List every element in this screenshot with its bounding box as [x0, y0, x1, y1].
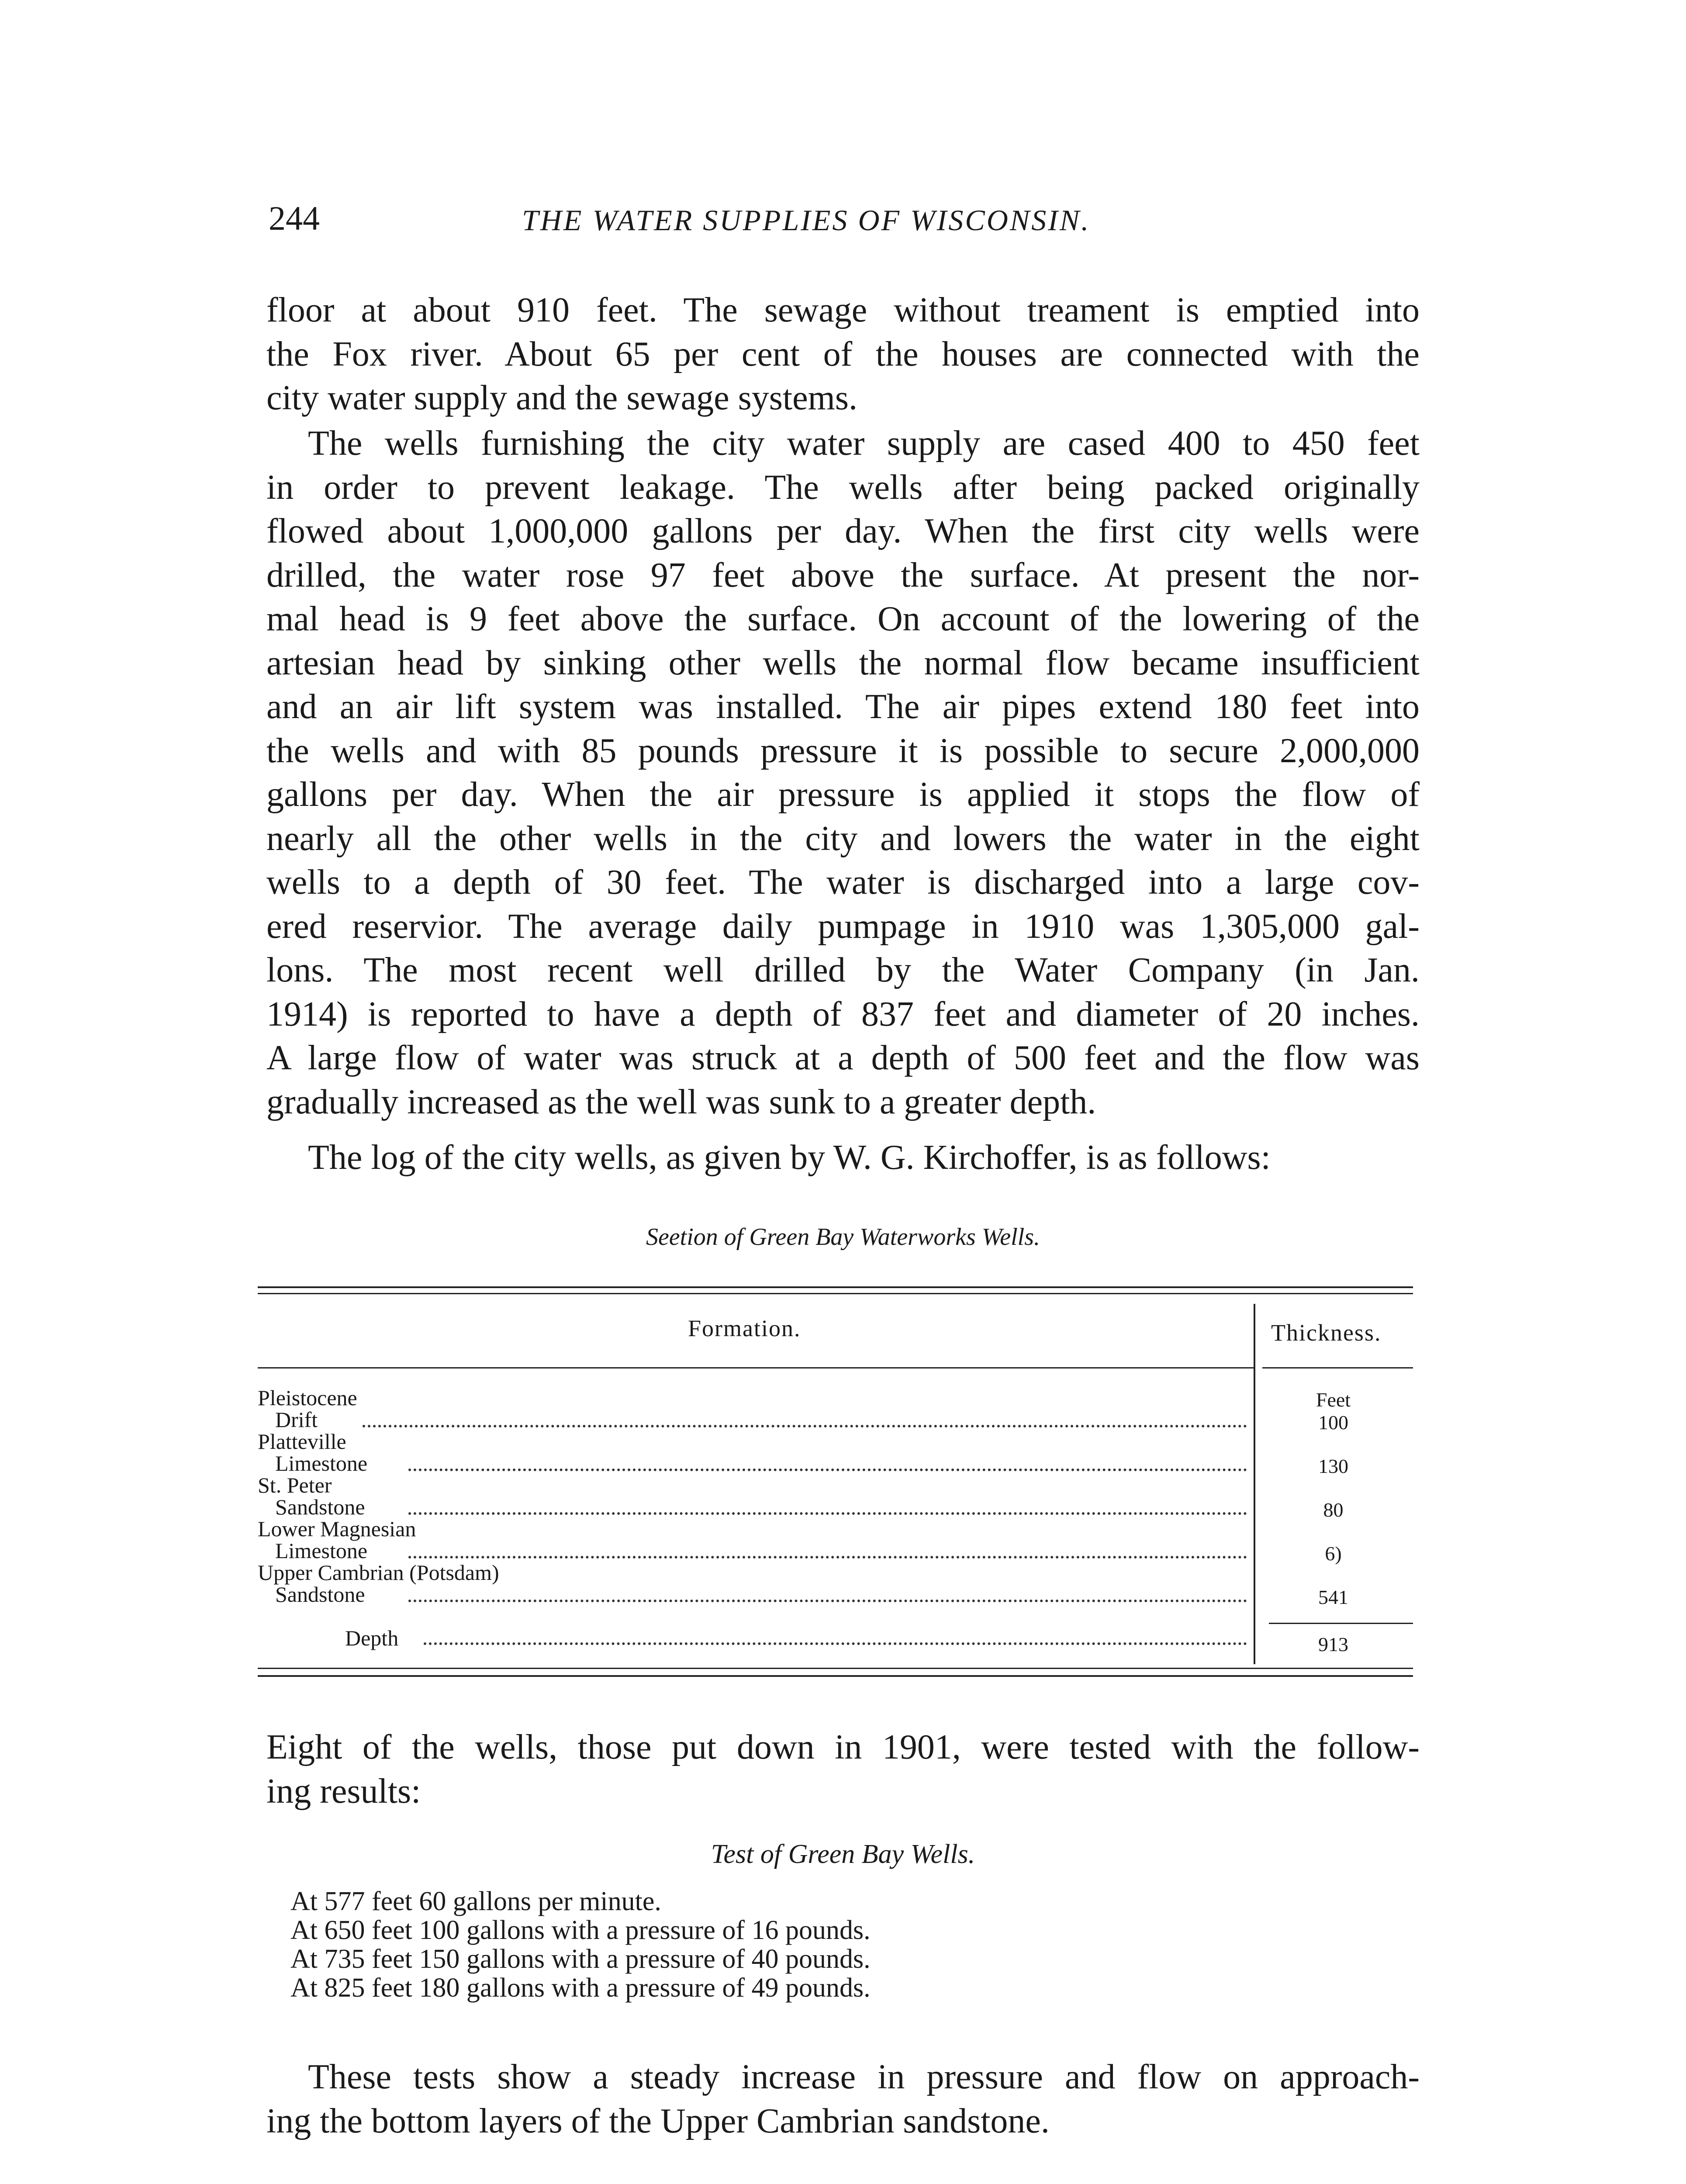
header-formation: Formation. [688, 1315, 801, 1341]
total-rule [1269, 1623, 1413, 1624]
table-bottom-rule [258, 1668, 1413, 1669]
table-top-rule-2 [258, 1293, 1413, 1294]
text-line: A large flow of water was struck at a depth of 500 feet and the flow was [266, 1039, 1420, 1077]
text-line: flowed about 1,000,000 gallons per day. When the first city wells were [266, 512, 1420, 550]
text-line: the Fox river. About 65 per cent of the houses are connected with the [266, 335, 1420, 373]
text-line: drilled, the water rose 97 feet above the surface. At present the nor- [266, 556, 1420, 594]
text-line: mal head is 9 feet above the surface. On account of the lowering of the [266, 600, 1420, 638]
thickness-value: 130 [1318, 1455, 1348, 1477]
formation-name: Sandstone [275, 1582, 365, 1607]
thickness-unit: Feet [1316, 1389, 1351, 1411]
table-bottom-rule-2 [258, 1675, 1413, 1677]
tests-list [290, 1887, 871, 2002]
paragraph-sewage [266, 288, 1420, 420]
header-rule-right [1262, 1367, 1413, 1368]
leader-dots [408, 1556, 1247, 1559]
text-line: ered reservior. The average daily pumpage in 1910 was 1,305,000 gal- [266, 907, 1420, 946]
paragraph-wells [266, 422, 1420, 1124]
text-line: Eight of the wells, those put down in 1901, were tested with the follow- [266, 1728, 1420, 1766]
formation-name: Limestone [275, 1451, 368, 1476]
table-top-rule [258, 1286, 1413, 1288]
text-line: wells to a depth of 30 feet. The water is discharged into a large cov- [266, 863, 1420, 902]
text-line: and an air lift system was installed. The air pipes extend 180 feet into [266, 688, 1420, 726]
table-caption: Seetion of Green Bay Waterworks Wells. [646, 1223, 1040, 1251]
text-line: These tests show a steady increase in pressure and flow on approach- [308, 2058, 1420, 2096]
leader-dots [363, 1425, 1247, 1427]
text-line: artesian head by sinking other wells the normal flow became insufficient [266, 643, 1420, 682]
formation-group: Lower Magnesian [258, 1517, 416, 1541]
text-line: floor at about 910 feet. The sewage without treament is emptied into [266, 291, 1420, 329]
test-line: At 650 feet 100 gallons with a pressure of 16 pounds. [290, 1915, 871, 1945]
paragraph-tests-conclusion [266, 2055, 1420, 2143]
thickness-value: 541 [1318, 1586, 1348, 1608]
page-number: 244 [269, 199, 320, 237]
total-value: 913 [1318, 1633, 1348, 1655]
thickness-value: 100 [1318, 1411, 1348, 1434]
running-head: THE WATER SUPPLIES OF WISCONSIN. [522, 204, 1091, 237]
text-line: gradually increased as the well was sunk to a greater depth. [266, 1082, 1096, 1121]
leader-dots [408, 1600, 1247, 1602]
leader-dots [408, 1469, 1247, 1471]
formation-group: Upper Cambrian (Potsdam) [258, 1560, 499, 1585]
table-column-divider [1254, 1304, 1255, 1664]
test-line: At 577 feet 60 gallons per minute. [290, 1887, 661, 1916]
formation-name: Sandstone [275, 1495, 365, 1519]
paragraph-tests-intro [266, 1725, 1420, 1813]
text-line: the wells and with 85 pounds pressure it is possible to secure 2,000,000 [266, 731, 1420, 770]
header-rule [258, 1367, 1254, 1368]
leader-dots [408, 1512, 1247, 1515]
thickness-value: 6) [1325, 1542, 1342, 1565]
paragraph-log-intro [266, 1136, 1420, 1180]
text-line: city water supply and the sewage systems. [266, 379, 858, 417]
test-line: At 825 feet 180 gallons with a pressure of 49 pounds. [290, 1973, 871, 2003]
thickness-value: 80 [1323, 1499, 1344, 1521]
text-line: ing results: [266, 1772, 421, 1811]
text-line: The wells furnishing the city water supply are cased 400 to 450 feet [308, 424, 1420, 463]
text-line: nearly all the other wells in the city and lowers the water in the eight [266, 819, 1420, 858]
header-thickness: Thickness. [1271, 1320, 1382, 1346]
formation-group: Platteville [258, 1429, 346, 1454]
formation-group: Pleistocene [258, 1386, 357, 1410]
text-line: in order to prevent leakage. The wells after being packed originally [266, 468, 1420, 507]
text-line: lons. The most recent well drilled by the Water Company (in Jan. [266, 951, 1420, 989]
test-line: At 735 feet 150 gallons with a pressure of 40 pounds. [290, 1944, 871, 1974]
formation-name: Drift [275, 1407, 318, 1432]
text-line: The log of the city wells, as given by W. G. Kirchoffer, is as follows: [308, 1138, 1271, 1177]
text-line: ing the bottom layers of the Upper Cambrian sandstone. [266, 2101, 1050, 2140]
formation-name: Limestone [275, 1538, 368, 1563]
tests-caption: Test of Green Bay Wells. [711, 1839, 975, 1869]
total-label: Depth [345, 1626, 399, 1650]
text-line: gallons per day. When the air pressure is applied it stops the flow of [266, 775, 1420, 814]
leader-dots [424, 1642, 1247, 1645]
text-line: 1914) is reported to have a depth of 837 feet and diameter of 20 inches. [266, 995, 1420, 1033]
formation-group: St. Peter [258, 1473, 332, 1497]
